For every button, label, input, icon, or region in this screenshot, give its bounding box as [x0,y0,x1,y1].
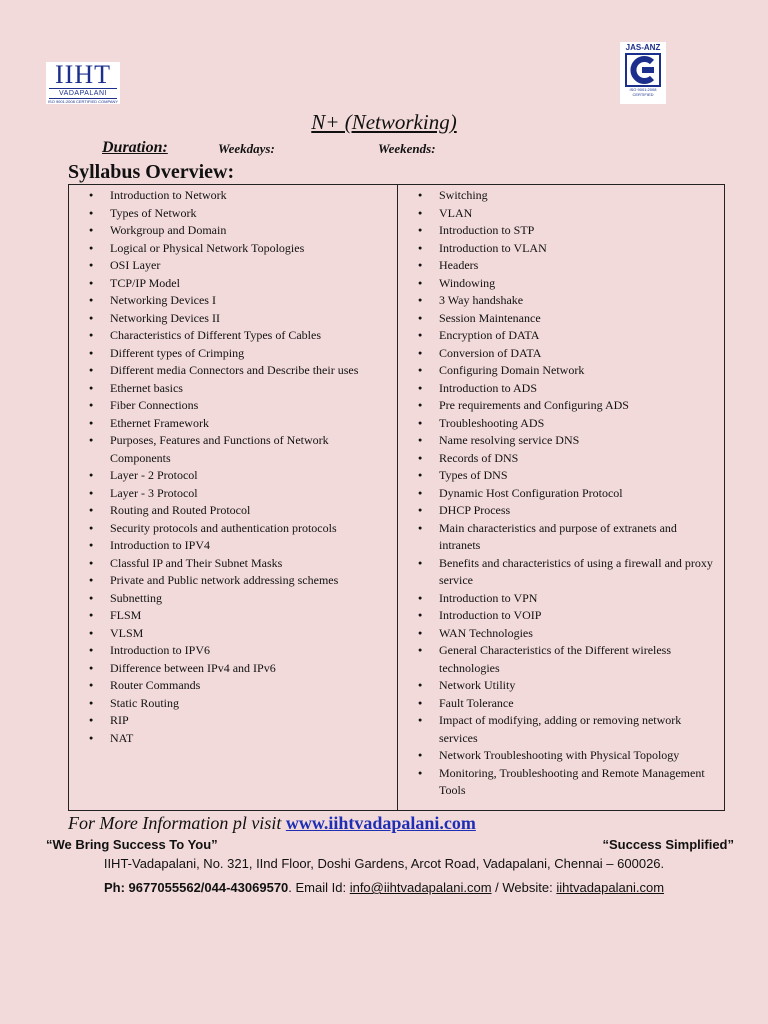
syllabus-item: ● Records of DNS [398,450,724,468]
syllabus-item: ● Troubleshooting ADS [398,415,724,433]
jas-anz-logo [620,42,666,104]
syllabus-item: ● General Characteristics of the Different wireless technologies [398,642,724,677]
syllabus-item: ● Introduction to VPN [398,590,724,608]
syllabus-heading: Syllabus Overview: [68,161,235,183]
iiht-logo [46,62,120,104]
syllabus-item: ● Introduction to IPV4 [69,537,397,555]
syllabus-item: ● Network Utility [398,677,724,695]
syllabus-item: ● Private and Public network addressing schemes [69,572,397,590]
duration-row [102,139,702,159]
syllabus-item: ● 3 Way handshake [398,292,724,310]
syllabus-item: ● FLSM [69,607,397,625]
syllabus-table [68,184,725,811]
syllabus-item: ● VLAN [398,205,724,223]
syllabus-item: ● Configuring Domain Network [398,362,724,380]
syllabus-item: ● Introduction to VOIP [398,607,724,625]
syllabus-item: ● Classful IP and Their Subnet Masks [69,555,397,573]
syllabus-item: ● Networking Devices II [69,310,397,328]
syllabus-item: ● RIP [69,712,397,730]
jas-anz-logo-caption-2: CERTIFIED [632,92,654,97]
syllabus-column-right [398,185,724,810]
syllabus-item: ● Introduction to STP [398,222,724,240]
duration-label: Duration: [102,139,168,156]
syllabus-item: ● Workgroup and Domain [69,222,397,240]
weekends-label: Weekends: [378,141,436,156]
contact-line [0,880,768,895]
syllabus-list-left [69,187,397,747]
syllabus-item: ● Different types of Crimping [69,345,397,363]
weekdays-label: Weekdays: [218,141,275,156]
course-title: N+ (Networking) [311,110,457,134]
syllabus-list-right [398,187,724,800]
syllabus-item: ● Switching [398,187,724,205]
syllabus-item: ● WAN Technologies [398,625,724,643]
more-info [68,813,476,834]
phone-number: Ph: 9677055562/044-43069570 [103,880,289,895]
syllabus-item: ● Routing and Routed Protocol [69,502,397,520]
syllabus-item: ● NAT [69,730,397,748]
iiht-logo-main: IIHT [55,60,111,89]
syllabus-item: ● Conversion of DATA [398,345,724,363]
footer-website-link[interactable]: iihtvadapalani.com [556,880,665,895]
syllabus-item: ● DHCP Process [398,502,724,520]
syllabus-item: ● Static Routing [69,695,397,713]
slogan-right: “Success Simplified” [602,837,734,852]
syllabus-item: ● Session Maintenance [398,310,724,328]
syllabus-item: ● Fault Tolerance [398,695,724,713]
syllabus-item: ● Layer - 3 Protocol [69,485,397,503]
syllabus-item: ● Types of Network [69,205,397,223]
address: IIHT-Vadapalani, No. 321, IInd Floor, Doshi Gardens, Arcot Road, Vadapalani, Chennai – 600026. [103,856,665,871]
syllabus-item: ● Encryption of DATA [398,327,724,345]
syllabus-item: ● Name resolving service DNS [398,432,724,450]
email-label: . Email Id: [288,880,350,895]
syllabus-item: ● Security protocols and authentication protocols [69,520,397,538]
syllabus-item: ● Layer - 2 Protocol [69,467,397,485]
syllabus-item: ● Main characteristics and purpose of extranets and intranets [398,520,724,555]
syllabus-item: ● Subnetting [69,590,397,608]
certification-mark-icon [625,53,661,87]
website-link[interactable]: www.iihtvadapalani.com [285,813,476,833]
syllabus-item: ● Introduction to IPV6 [69,642,397,660]
syllabus-item: ● Benefits and characteristics of using a firewall and proxy service [398,555,724,590]
jas-anz-logo-caption-1: ISO 9001:2008 [629,87,657,92]
syllabus-item: ● Ethernet Framework [69,415,397,433]
website-label: / Website: [491,880,557,895]
syllabus-item: ● Network Troubleshooting with Physical Topology [398,747,724,765]
more-info-text: For More Information pl visit [68,813,286,833]
syllabus-item: ● Introduction to VLAN [398,240,724,258]
syllabus-item: ● Purposes, Features and Functions of Network Components [69,432,397,467]
iiht-logo-tiny: ISO 9001:2008 CERTIFIED COMPANY [47,99,119,104]
syllabus-item: ● Headers [398,257,724,275]
syllabus-item: ● Characteristics of Different Types of Cables [69,327,397,345]
slogan-left: “We Bring Success To You” [46,837,218,852]
syllabus-item: ● OSI Layer [69,257,397,275]
syllabus-item: ● Pre requirements and Configuring ADS [398,397,724,415]
syllabus-item: ● Monitoring, Troubleshooting and Remote Management Tools [398,765,724,800]
syllabus-item: ● Introduction to ADS [398,380,724,398]
syllabus-item: ● Router Commands [69,677,397,695]
syllabus-item: ● Difference between IPv4 and IPv6 [69,660,397,678]
syllabus-item: ● Dynamic Host Configuration Protocol [398,485,724,503]
syllabus-item: ● Windowing [398,275,724,293]
email-link[interactable]: info@iihtvadapalani.com [349,880,492,895]
syllabus-column-left [69,185,398,810]
syllabus-item: ● Logical or Physical Network Topologies [69,240,397,258]
syllabus-item: ● Introduction to Network [69,187,397,205]
syllabus-item: ● Fiber Connections [69,397,397,415]
syllabus-item: ● Different media Connectors and Describe their uses [69,362,397,380]
syllabus-item: ● Impact of modifying, adding or removing network services [398,712,724,747]
syllabus-item: ● Ethernet basics [69,380,397,398]
syllabus-item: ● Networking Devices I [69,292,397,310]
syllabus-item: ● TCP/IP Model [69,275,397,293]
syllabus-item: ● Types of DNS [398,467,724,485]
syllabus-item: ● VLSM [69,625,397,643]
iiht-logo-sub: VADAPALANI [49,88,117,99]
jas-anz-logo-top: JAS-ANZ [625,43,661,52]
